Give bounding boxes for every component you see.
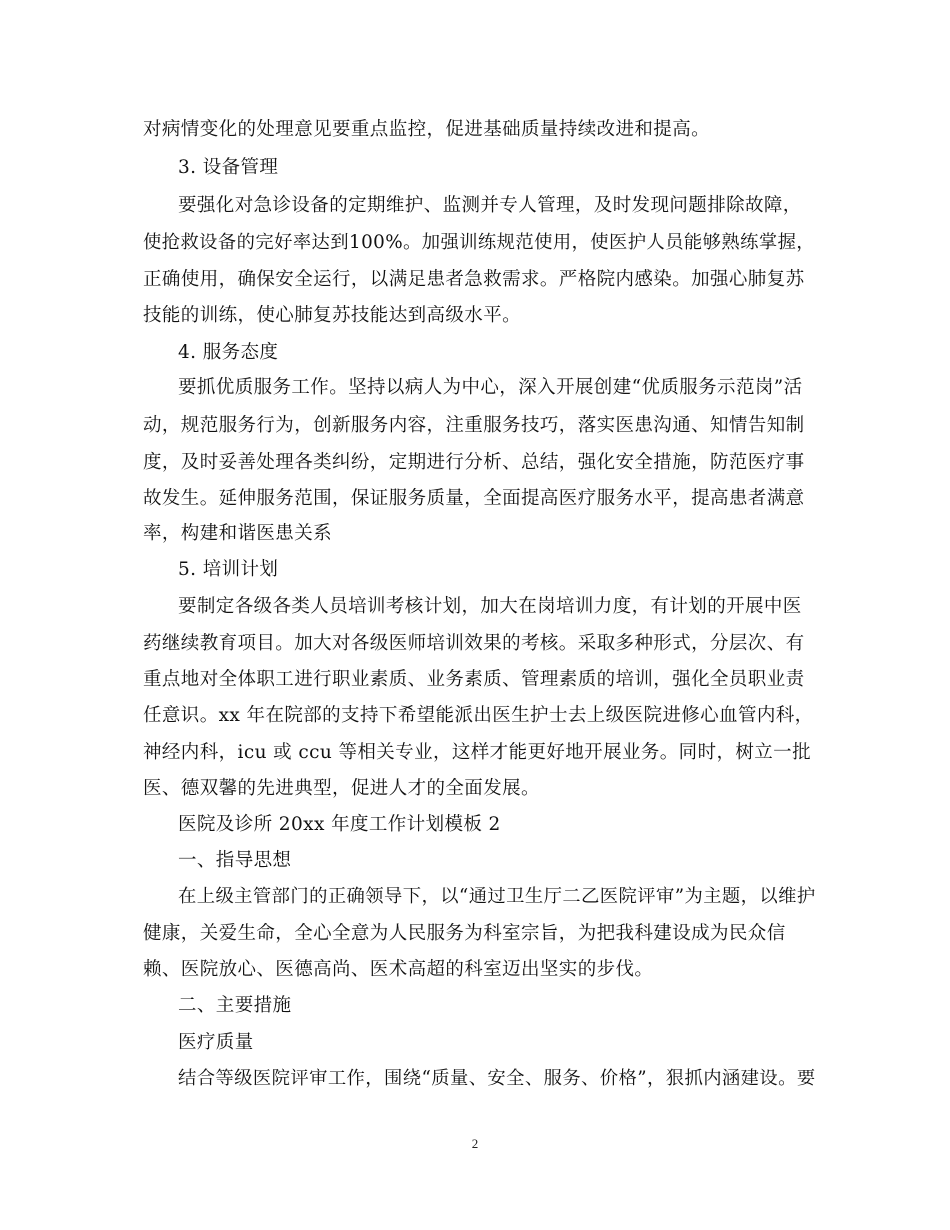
body-text-line: 神经内科，icu 或 ccu 等相关专业，这样才能更好地开展业务。同时，树立一批 bbox=[143, 742, 811, 763]
body-text-line: 在上级主管部门的正确领导下，以“通过卫生厅二乙医院评审”为主题，以维护 bbox=[178, 886, 816, 907]
body-text-line: 对病情变化的处理意见要重点监控，促进基础质量持续改进和提高。 bbox=[143, 119, 711, 140]
body-text-line: 度，及时妥善处理各类纠纷，定期进行分析、总结，强化安全措施，防范医疗事 bbox=[143, 452, 805, 473]
body-text-line: 健康，关爱生命，全心全意为人民服务为科室宗旨，为把我科建设成为民众信 bbox=[143, 923, 786, 944]
body-text-line: 故发生。延伸服务范围，保证服务质量，全面提高医疗服务水平，提高患者满意 bbox=[143, 488, 805, 509]
template-title: 医院及诊所 20xx 年度工作计划模板 2 bbox=[178, 814, 501, 835]
body-text-line: 要强化对急诊设备的定期维护、监测并专人管理，及时发现问题排除故障， bbox=[178, 195, 802, 216]
body-text-line: 要抓优质服务工作。坚持以病人为中心，深入开展创建“优质服务示范岗”活 bbox=[178, 377, 803, 398]
body-text-line: 动，规范服务行为，创新服务内容，注重服务技巧，落实医患沟通、知情告知制 bbox=[143, 415, 805, 436]
section-heading-training: 5. 培训计划 bbox=[178, 559, 279, 580]
body-text-line: 药继续教育项目。加大对各级医师培训效果的考核。采取多种形式，分层次、有 bbox=[143, 633, 805, 654]
body-text-line: 使抢救设备的完好率达到100%。加强训练规范使用，使医护人员能够熟练掌握， bbox=[143, 232, 816, 253]
body-text-line: 技能的训练，使心肺复苏技能达到高级水平。 bbox=[143, 305, 522, 326]
section-heading-equipment: 3. 设备管理 bbox=[178, 157, 279, 178]
body-text-line: 赖、医院放心、医德高尚、医术高超的科室迈出坚实的步伐。 bbox=[143, 959, 654, 980]
page-number: 2 bbox=[471, 1136, 479, 1151]
section-heading-medical-quality: 医疗质量 bbox=[178, 1032, 254, 1053]
body-text-line: 要制定各级各类人员培训考核计划，加大在岗培训力度，有计划的开展中医 bbox=[178, 596, 802, 617]
body-text-line: 任意识。xx 年在院部的支持下希望能派出医生护士去上级医院进修心血管内科， bbox=[143, 705, 814, 726]
section-heading-main-measures: 二、主要措施 bbox=[178, 995, 292, 1016]
section-heading-service: 4. 服务态度 bbox=[178, 342, 279, 363]
body-text-line: 率，构建和谐医患关系 bbox=[143, 523, 333, 544]
body-text-line: 正确使用，确保安全运行，以满足患者急救需求。严格院内感染。加强心肺复苏 bbox=[143, 269, 805, 290]
body-text-line: 结合等级医院评审工作，围绕“质量、安全、服务、价格”，狠抓内涵建设。要 bbox=[178, 1068, 816, 1089]
section-heading-guiding-thought: 一、指导思想 bbox=[178, 850, 292, 871]
body-text-line: 医、德双馨的先进典型，促进人才的全面发展。 bbox=[143, 778, 540, 799]
body-text-line: 重点地对全体职工进行职业素质、业务素质、管理素质的培训，强化全员职业责 bbox=[143, 669, 805, 690]
